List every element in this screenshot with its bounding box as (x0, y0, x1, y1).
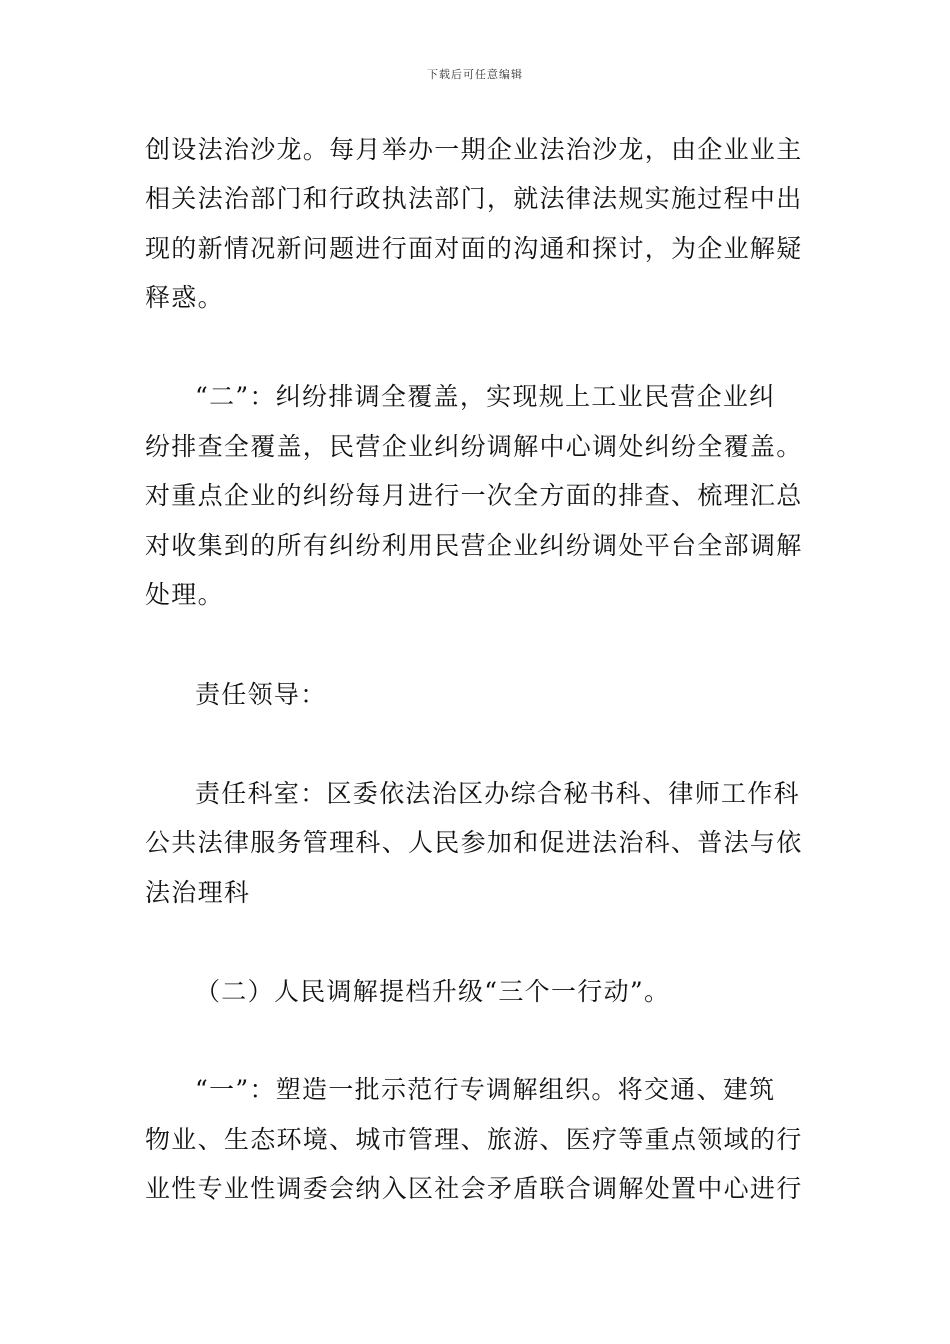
section-heading: （二）人民调解提档升级“三个一行动”。 (195, 977, 671, 1006)
paragraph-4-line-3: 法治理科 (145, 878, 251, 907)
paragraph-2-line-4: 对收集到的所有纠纷利用民营企业纠纷调处平台全部调解 (145, 531, 803, 560)
paragraph-1-line-2: 相关法治部门和行政执法部门，就法律法规实施过程中出 (145, 184, 803, 213)
page-header: 下载后可任意编辑 (427, 68, 523, 81)
paragraph-2-line-2: 纷排查全覆盖，民营企业纠纷调解中心调处纠纷全覆盖。 (145, 432, 803, 461)
paragraph-1-line-1: 创设法治沙龙。每月举办一期企业法治沙龙，由企业业主 (145, 135, 803, 164)
paragraph-6-line-3: 业性专业性调委会纳入区社会矛盾联合调解处置中心进行 (145, 1174, 803, 1203)
paragraph-4-line-2: 公共法律服务管理科、人民参加和促进法治科、普法与依 (145, 828, 803, 857)
paragraph-6-line-1: “一”：塑造一批示范行专调解组织。将交通、建筑 (195, 1075, 776, 1104)
paragraph-4-line-1: 责任科室：区委依法治区办综合秘书科、律师工作科 (195, 779, 800, 808)
paragraph-1-line-4: 释惑。 (145, 283, 224, 312)
paragraph-1-line-3: 现的新情况新问题进行面对面的沟通和探讨，为企业解疑 (145, 234, 803, 263)
paragraph-2-line-1: “二”：纠纷排调全覆盖，实现规上工业民营企业纠 (195, 382, 776, 411)
paragraph-2-line-3: 对重点企业的纠纷每月进行一次全方面的排查、梳理汇总 (145, 481, 803, 510)
paragraph-2-line-5: 处理。 (145, 580, 224, 609)
responsible-leader: 责任领导： (195, 680, 327, 709)
paragraph-6-line-2: 物业、生态环境、城市管理、旅游、医疗等重点领域的行 (145, 1125, 803, 1154)
